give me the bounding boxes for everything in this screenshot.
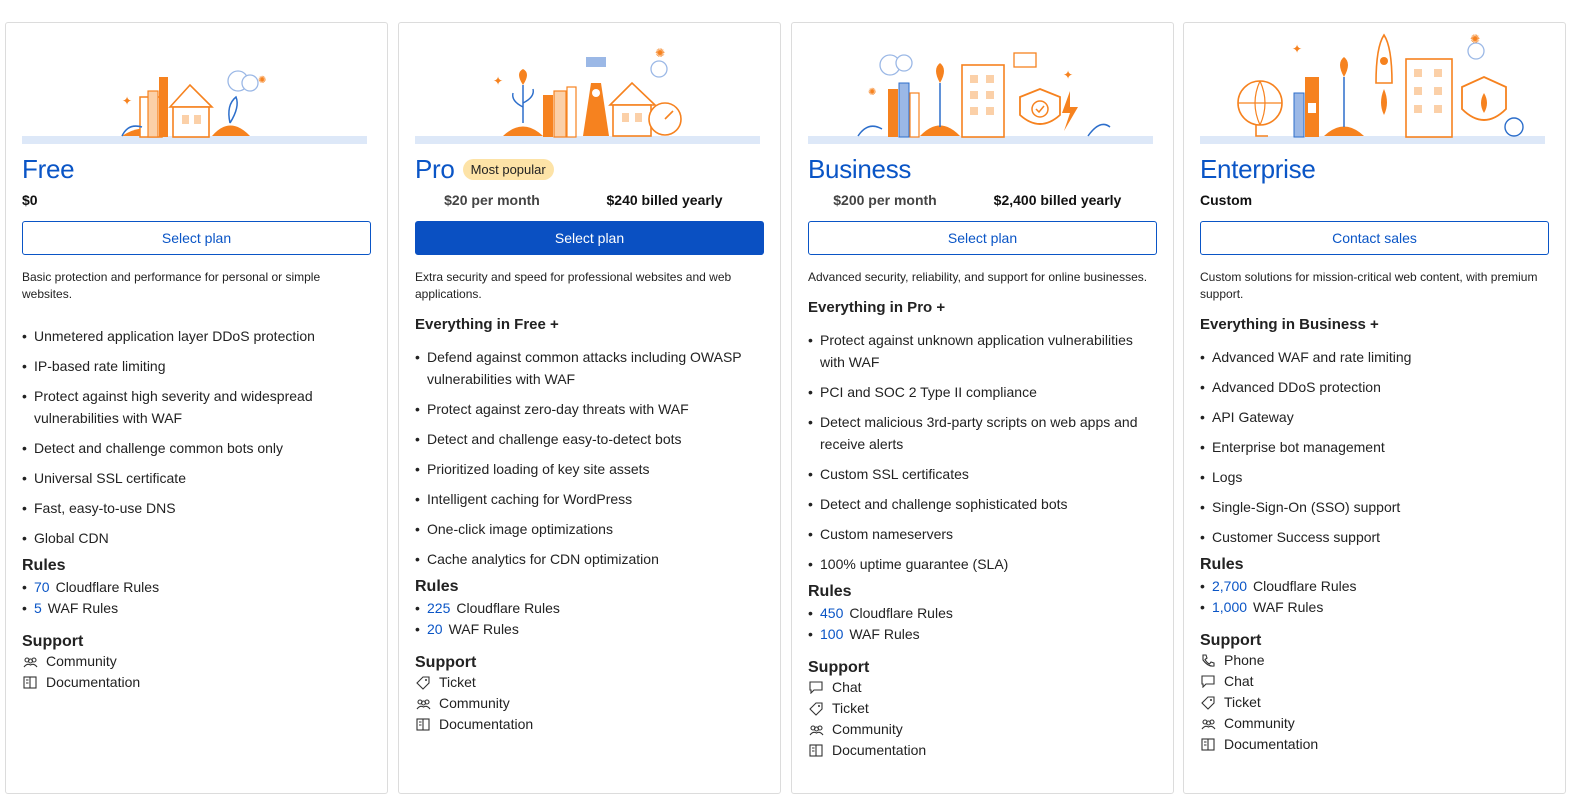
support-section [808,659,1157,761]
rule-label: Cloudflare Rules [1253,578,1357,594]
plan-card-pro [398,22,781,794]
feature-item: • IP-based rate limiting [22,355,371,377]
support-label: Community [439,695,510,711]
support-label: Chat [832,679,862,695]
support-label: Documentation [439,716,534,732]
rules-list [808,603,1157,645]
rule-count[interactable]: 225 [427,600,451,616]
svg-text:✦: ✦ [122,94,133,108]
svg-text:✦: ✦ [1292,42,1303,56]
feature-item: • Global CDN [22,527,371,549]
support-title: Support [415,654,477,671]
documentation-icon [808,744,824,758]
rule-item [1200,576,1549,597]
feature-list [808,329,1157,575]
support-item-community [808,719,1157,740]
support-item-ticket [808,698,1157,719]
rules-list [1200,576,1549,618]
enterprise-illustration [1200,23,1549,145]
support-item-documentation [22,672,371,693]
rule-item [415,598,764,619]
support-item-documentation [415,714,764,735]
most-popular-badge: Most popular [463,159,554,180]
feature-item: • Protect against zero-day threats with WAF [415,398,764,420]
support-item-ticket [415,672,764,693]
everything-in-heading: Everything in Pro + [808,299,946,316]
plan-card-business [791,22,1174,794]
plan-card-free [5,22,388,794]
feature-item: • Detect and challenge sophisticated bots [808,493,1157,515]
plan-name: Business [808,153,912,184]
chat-icon [808,681,824,695]
rules-title: Rules [808,583,852,600]
ticket-icon [1200,696,1216,710]
ticket-icon [415,676,431,690]
rule-count[interactable]: 450 [820,605,844,621]
everything-in-heading: Everything in Free + [415,316,559,333]
feature-list [22,325,371,549]
svg-text:✺: ✺ [655,46,666,60]
community-icon [22,655,38,669]
rule-count[interactable]: 5 [34,600,42,616]
support-item-documentation [808,740,1157,761]
feature-item: • Enterprise bot management [1200,436,1549,458]
feature-list [1200,346,1549,548]
ticket-icon [808,702,824,716]
free-illustration [22,23,371,145]
support-item-community [22,651,371,672]
pro-illustration [415,23,764,145]
rule-label: Cloudflare Rules [55,579,160,595]
plan-name: Pro [415,153,455,184]
rule-count[interactable]: 20 [427,621,443,637]
svg-text:✺: ✺ [1470,32,1481,46]
rule-label: WAF Rules [47,600,119,616]
feature-item: • Intelligent caching for WordPress [415,488,764,510]
plan-price: $0 [22,192,38,208]
rule-count[interactable]: 2,700 [1212,578,1248,594]
plan-card-enterprise [1183,22,1566,794]
support-item-chat [1200,671,1549,692]
rule-item [1200,597,1549,618]
feature-item: • API Gateway [1200,406,1549,428]
feature-item: • PCI and SOC 2 Type II compliance [808,381,1157,403]
support-item-community [1200,713,1549,734]
feature-item: • Single-Sign-On (SSO) support [1200,496,1549,518]
svg-text:✺: ✺ [258,75,267,86]
rule-label: WAF Rules [448,621,519,637]
rule-label: WAF Rules [849,626,920,642]
feature-item: • Custom nameservers [808,523,1157,545]
support-label: Community [832,721,903,737]
phone-icon [1200,654,1216,668]
select-plan-button-pro[interactable]: Select plan [415,221,764,255]
rule-count[interactable]: 1,000 [1212,599,1248,615]
documentation-icon [415,718,431,732]
plan-description: Custom solutions for mission-critical web content, with premium support. [1200,270,1538,301]
plan-price-monthly: $20 per month [444,192,540,208]
feature-item: • Defend against common attacks including OWASP vulnerabilities with WAF [415,346,764,390]
business-illustration [808,23,1157,145]
community-icon [1200,717,1216,731]
feature-item: • One-click image optimizations [415,518,764,540]
feature-item: • Advanced DDoS protection [1200,376,1549,398]
support-label: Community [46,653,117,669]
support-label: Documentation [1224,736,1319,752]
feature-list [415,346,764,570]
feature-item: • Customer Success support [1200,526,1549,548]
select-plan-button-business[interactable]: Select plan [808,221,1157,255]
rule-item [22,598,371,619]
everything-in-heading: Everything in Business + [1200,316,1379,333]
support-section [22,633,371,693]
rule-count[interactable]: 100 [820,626,844,642]
rules-title: Rules [22,557,66,574]
svg-text:✺: ✺ [868,87,877,98]
rule-label: Cloudflare Rules [456,600,560,616]
feature-item: • Protect against high severity and widespread vulnerabilities with WAF [22,385,371,429]
feature-item: • Logs [1200,466,1549,488]
rule-label: Cloudflare Rules [849,605,953,621]
support-label: Ticket [1224,694,1261,710]
feature-item: • Universal SSL certificate [22,467,371,489]
feature-item: • Detect and challenge easy-to-detect bots [415,428,764,450]
rule-item [22,577,371,598]
feature-item: • Advanced WAF and rate limiting [1200,346,1549,368]
support-item-documentation [1200,734,1549,755]
support-section [415,654,764,735]
rules-title: Rules [415,578,459,595]
support-item-phone [1200,650,1549,671]
community-icon [808,723,824,737]
documentation-icon [22,676,38,690]
support-label: Documentation [832,742,927,758]
rule-label: WAF Rules [1253,599,1324,615]
support-section [1200,632,1549,755]
rules-title: Rules [1200,556,1244,573]
plan-price-yearly: $240 billed yearly [606,192,723,208]
support-item-ticket [1200,692,1549,713]
svg-text:✦: ✦ [1063,68,1074,82]
rule-item [808,603,1157,624]
plan-name: Free [22,153,75,184]
feature-item: • Prioritized loading of key site assets [415,458,764,480]
feature-item: • Protect against unknown application vulnerabilities with WAF [808,329,1157,373]
feature-item: • Cache analytics for CDN optimization [415,548,764,570]
feature-item: • Unmetered application layer DDoS protection [22,325,371,347]
support-label: Chat [1224,673,1254,689]
rule-count[interactable]: 70 [34,579,50,595]
plan-description: Extra security and speed for professional websites and web applications. [415,270,732,301]
contact-sales-button[interactable]: Contact sales [1200,221,1549,255]
feature-item: • Detect malicious 3rd-party scripts on web apps and receive alerts [808,411,1157,455]
feature-item: • Fast, easy-to-use DNS [22,497,371,519]
feature-item: • Custom SSL certificates [808,463,1157,485]
chat-icon [1200,675,1216,689]
support-label: Community [1224,715,1295,731]
select-plan-button-free[interactable]: Select plan [22,221,371,255]
support-title: Support [808,659,870,676]
plan-price: Custom [1200,192,1253,208]
support-label: Documentation [46,674,141,690]
community-icon [415,697,431,711]
plan-name: Enterprise [1200,153,1316,184]
documentation-icon [1200,738,1216,752]
feature-item: • Detect and challenge common bots only [22,437,371,459]
plan-price-yearly: $2,400 billed yearly [993,192,1122,208]
support-item-community [415,693,764,714]
svg-text:✦: ✦ [493,74,504,88]
support-title: Support [22,633,84,650]
rules-list [415,598,764,640]
support-title: Support [1200,632,1262,649]
plan-description: Advanced security, reliability, and support for online businesses. [808,270,1148,284]
support-item-chat [808,677,1157,698]
support-label: Ticket [832,700,869,716]
rules-list [22,577,371,619]
plan-description: Basic protection and performance for personal or simple websites. [22,270,321,301]
support-label: Phone [1224,652,1265,668]
rule-item [415,619,764,640]
plan-price-monthly: $200 per month [833,192,937,208]
feature-item: • 100% uptime guarantee (SLA) [808,553,1157,575]
rule-item [808,624,1157,645]
support-label: Ticket [439,674,476,690]
